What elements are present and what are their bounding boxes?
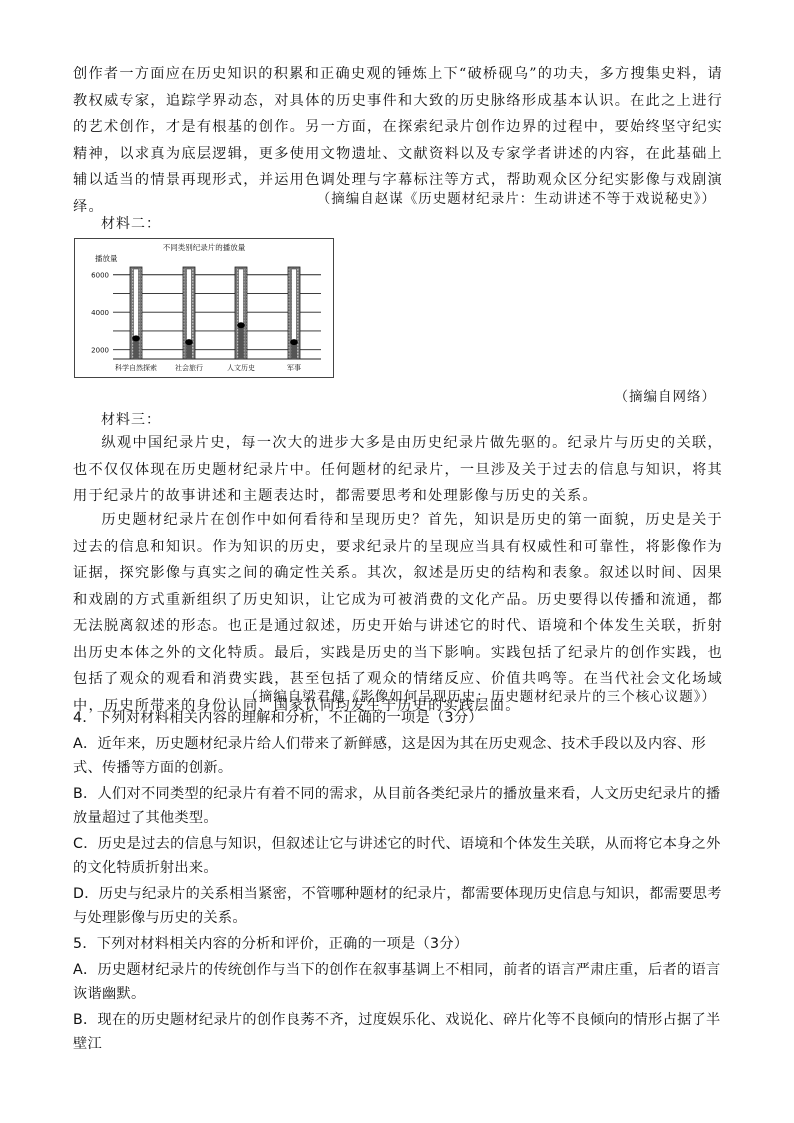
playcount-chart-svg bbox=[75, 239, 333, 377]
bar-fill bbox=[134, 338, 139, 359]
question5-option-a[interactable]: A．历史题材纪录片的传统创作与当下的创作在叙事基调上不相同，前者的语言严肃庄重，后者的语言诙谐幽默。 bbox=[73, 962, 721, 1002]
bar-value-marker bbox=[237, 322, 245, 328]
question4-option-a[interactable]: A．近年来，历史题材纪录片给人们带来了新鲜感，这是因为其在历史观念、技术手段以及内容、形式、传播等方面的创新。 bbox=[73, 736, 706, 776]
x-tick-label: 军事 bbox=[287, 364, 301, 372]
material3-label: 材料三： bbox=[101, 412, 161, 428]
material3-source: （摘编自梁君健《影像如何呈现历史：历史题材纪录片的三个核心议题》） bbox=[244, 689, 716, 705]
question4-stem: 4．下列对材料相关内容的理解和分析，不正确的一项是（3分） bbox=[73, 710, 483, 726]
chart-title: 不同类别纪录片的播放量 bbox=[162, 243, 246, 252]
material3-paragraph-2: 历史题材纪录片在创作中如何看待和呈现历史？首先，知识是历史的第一面貌，历史是关于过去的信息和知识。作为知识的历史，要求纪录片的呈现应当具有权威性和可靠性，将影像作为证据，探究影像与真实之间的确定性关系。其次，叙述是历史的结构和表象。叙述以时间、因果和戏剧的方式重新组织了历史知识，让它成为可被消费的文化产品。历史要得以传播和流通，都无法脱离叙述的形态。也正是通过叙述，历史开始与讲述它的时代、语境和个体发生关联，折射出历史本体之外的文化特质。最后，实践是历史的当下影响。实践包括了纪录片的创作实践，也包括了观众的观看和消费实践，甚至包括了观众的情绪反应、价值共鸣等。在当代社会文化场域中，历史所带来的身份认同、国家认同均发生于历史的实践层面。 bbox=[73, 512, 723, 714]
question4-option-b[interactable]: B．人们对不同类型的纪录片有着不同的需求，从目前各类纪录片的播放量来看，人文历史纪录片的播放量超过了其他类型。 bbox=[73, 786, 721, 826]
x-tick-label: 科学自然探索 bbox=[115, 364, 157, 372]
bar-value-marker bbox=[132, 335, 140, 341]
material3-paragraph-1: 纵观中国纪录片史，每一次大的进步大多是由历史纪录片做先驱的。纪录片与历史的关联，也不仅仅体现在历史题材纪录片中。任何题材的纪录片，一旦涉及关于过去的信息与知识，将其用于纪录片的故事讲述和主题表达时，都需要思考和处理影像与历史的关系。 bbox=[73, 435, 723, 504]
bar-fill bbox=[239, 325, 244, 359]
question5-option-b[interactable]: B．现在的历史题材纪录片的创作良莠不齐，过度娱乐化、戏说化、碎片化等不良倾向的情形占据了半壁江 bbox=[73, 1012, 721, 1052]
question4-option-c[interactable]: C．历史是过去的信息与知识，但叙述让它与讲述它的时代、语境和个体发生关联，从而将它本身之外的文化特质折射出来。 bbox=[73, 836, 721, 876]
material1-source: （摘编自赵谋《历史题材纪录片：生动讲述不等于戏说秘史》） bbox=[316, 191, 716, 207]
playcount-chart bbox=[74, 238, 334, 378]
x-tick-label: 人文历史 bbox=[227, 364, 255, 372]
y-tick-label: 2000 bbox=[91, 346, 109, 355]
x-tick-label: 社会旅行 bbox=[175, 364, 203, 372]
bar-value-marker bbox=[290, 339, 298, 345]
y-tick-label: 6000 bbox=[91, 271, 109, 280]
question4-option-d[interactable]: D．历史与纪录片的关系相当紧密，不管哪种题材的纪录片，都需要体现历史信息与知识，都需要思考与处理影像与历史的关系。 bbox=[73, 886, 722, 926]
material1-paragraph: 创作者一方面应在历史知识的积累和正确史观的锤炼上下“破桥砚乌”的功夫，多方搜集史料，请教权威专家，追踪学界动态，对具体的历史事件和大致的历史脉络形成基本认识。在此之上进行的艺术创作，才是有根基的创作。另一方面，在探索纪录片创作边界的过程中，要始终坚守纪实精神，以求真为底层逻辑，更多使用文物遗址、文献资料以及专家学者讲述的内容，在此基础上辅以适当的情景再现形式，并运用色调处理与字幕标注等方式，帮助观众区分纪实影像与戏剧演绎。 bbox=[73, 66, 723, 215]
bar-value-marker bbox=[185, 339, 193, 345]
y-tick-label: 4000 bbox=[91, 309, 109, 318]
chart-ylabel: 播放量 bbox=[95, 254, 118, 263]
material2-source: （摘编自网络） bbox=[614, 389, 716, 405]
question5-stem: 5．下列对材料相关内容的分析和评价，正确的一项是（3分） bbox=[73, 936, 469, 952]
material2-label: 材料二： bbox=[101, 216, 161, 232]
